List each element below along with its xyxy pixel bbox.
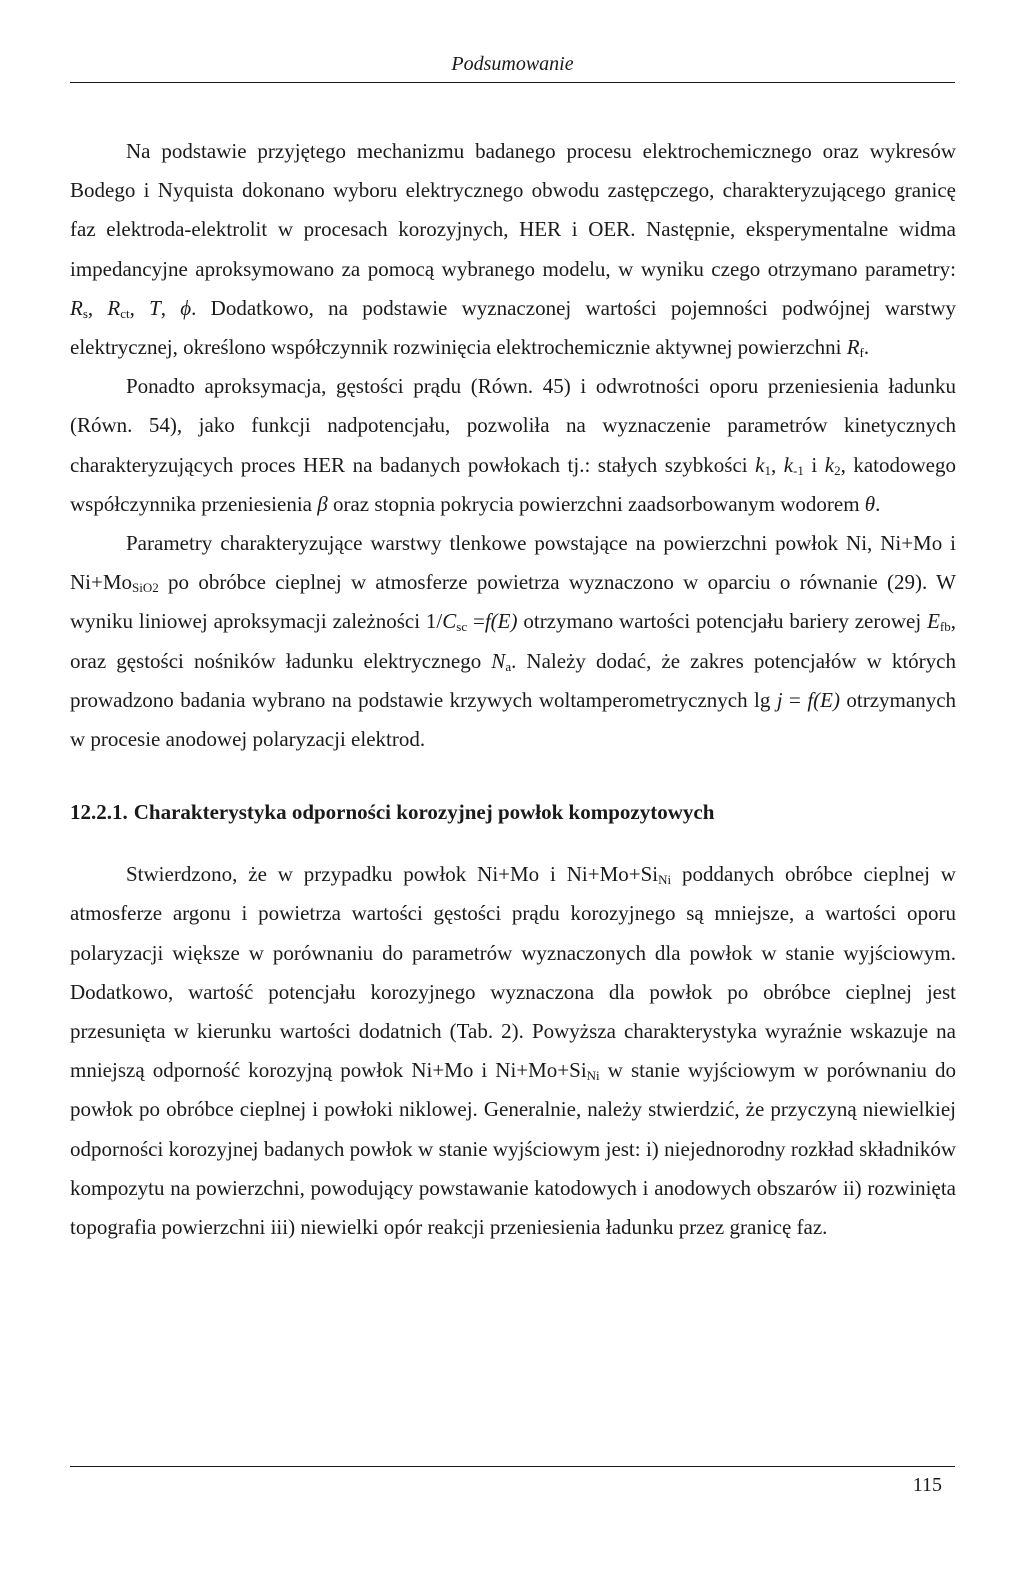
symbol-rct: R [107,295,121,320]
symbol-na: N [491,648,506,673]
symbol-csc: C [442,609,457,634]
symbol-t: T [149,295,161,320]
page-number: 115 [912,1474,942,1496]
paragraph-1-end: . [863,335,870,360]
symbol-rf-sub: f [859,345,864,361]
separator: , [160,295,181,320]
symbol-efb-sub: fb [939,619,951,635]
symbol-k2-sub: 2 [834,462,841,478]
equals-sign: = [782,687,808,712]
symbol-j: j [776,687,783,712]
symbol-f-of-e: f(E) [484,609,518,634]
symbol-k-minus-1-sub: -1 [793,462,804,478]
symbol-rct-sub: ct [120,305,130,321]
symbol-phi: ϕ [180,295,192,320]
paragraph-3-text-f: otrzymanych w procesie anodowej polaryzacji elektrod. [70,687,957,752]
paragraph-1-text-b: . Dodatkowo, na podstawie wyznaczonej wartości pojemności podwójnej warstwy elektrycznej, określono współczynnik rozwinięcia elektrochemicznie aktywnej powierzchni [70,295,956,360]
symbol-rf: R [846,335,860,360]
symbol-f-of-e: f(E) [807,687,840,712]
paragraph-4-text-c: w stanie wyjściowym w porównaniu do powłok po obróbce cieplnej i powłoki niklowej. Generalnie, należy stwierdzić, że przyczyną niewielkiej odporności korozyjnej badanych powłok w stanie wyjściowym jest: i) niejednorodny rozkład składników kompozytu na powierzchni, powodujący powstawanie katodowych i anodowych obszarów ii) rozwinięta topografia powierzchni iii) niewielki opór reakcji przeniesienia ładunku przez granicę faz. [70,1058,956,1240]
paragraph-2-end: . [875,491,881,516]
paragraph-2 [70,367,956,524]
paragraph-3 [70,524,956,759]
paragraph-4-text-b: poddanych obróbce cieplnej w atmosferze argonu i powietrza wartości gęstości prądu korozyjnego są mniejsze, a wartości oporu polaryzacji większe w porównaniu do parametrów wyznaczonych dla powłok w stanie wyjściowym. Dodatkowo, wartość potencjału korozyjnego wyznaczona dla powłok po obróbce cieplnej jest przesunięta w kierunku wartości dodatnich (Tab. 2). Powyższa charakterystyka wyraźnie wskazuje na mniejszą odporność korozyjną powłok Ni+Mo i Ni+Mo+Si [70,862,956,1083]
subscript-sio2: SiO2 [132,580,159,596]
symbol-csc-sub: sc [456,619,468,635]
symbol-k1-sub: 1 [764,462,771,478]
section-number: 12.2.1. [70,800,128,825]
separator: , [129,295,150,320]
paragraph-2-text-a: Ponadto aproksymacja, gęstości prądu (Równ. 45) i odwrotności oporu przeniesienia ładunku (Równ. 54), jako funkcji nadpotencjału, pozwoliła na wyznaczenie parametrów kinetycznych charakteryzujących proces HER na badanych powłokach tj.: stałych szybkości [70,374,956,477]
section-title: Charakterystyka odporności korozyjnej powłok kompozytowych [133,800,715,825]
header-rule [70,82,955,83]
paragraph-2-text-b: , katodowego współczynnika przeniesienia [70,452,956,516]
separator: , [770,452,784,477]
symbol-rs-sub: s [82,305,88,321]
equals-sign: = [467,609,485,634]
paragraph-1-text-a: Na podstawie przyjętego mechanizmu badanego procesu elektrochemicznego oraz wykresów Bodego i Nyquista dokonano wyboru elektrycznego obwodu zastępczego, charakteryzującego granicę faz elektroda-elektrolit w procesach korozyjnych, HER i OER. Następnie, eksperymentalne widma impedancyjne aproksymowano za pomocą wybranego modelu, w wyniku czego otrzymano parametry: [70,139,956,281]
subscript-ni: Ni [586,1068,600,1084]
symbol-theta: θ [864,491,876,516]
symbol-rs: R [70,295,83,320]
paragraph-4-text-a: Stwierdzono, że w przypadku powłok Ni+Mo i Ni+Mo+Si [126,862,659,887]
symbol-k2: k [824,452,835,477]
symbol-k-minus-1: k [783,452,794,477]
symbol-beta: β [317,491,328,516]
paragraph-4 [70,855,956,1247]
footer-rule [70,1466,955,1467]
main-text [70,132,956,1247]
paragraph-2-text-c: oraz stopnia pokrycia powierzchni zaadsorbowanym wodorem [327,491,865,516]
paragraph-3-text-d: , oraz gęstości nośników ładunku elektrycznego [70,609,956,673]
running-header: Podsumowanie [451,53,574,75]
symbol-na-sub: a [505,658,512,674]
paragraph-3-text-e: . Należy dodać, że zakres potencjałów w których prowadzono badania wybrano na podstawie krzywych woltamperometrycznych lg [70,648,956,712]
paragraph-1 [70,132,956,367]
paragraph-3-text-c: otrzymano wartości potencjału bariery zerowej [517,609,928,634]
separator: , [87,295,108,320]
symbol-efb: E [927,609,940,634]
section-heading [70,793,956,832]
symbol-k1: k [755,452,765,477]
paragraph-3-text-a: Parametry charakteryzujące warstwy tlenkowe powstające na powierzchni powłok Ni, Ni+Mo i Ni+Mo [70,531,956,595]
separator: i [803,452,825,477]
paragraph-3-text-b: po obróbce cieplnej w atmosferze powietrza wyznaczono w oparciu o równanie (29). W wyniku liniowej aproksymacji zależności 1/ [70,570,956,634]
subscript-ni: Ni [658,872,672,888]
